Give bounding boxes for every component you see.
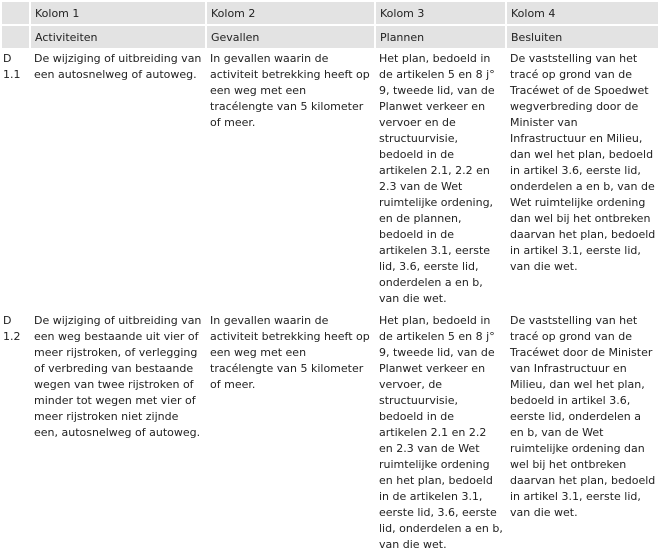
cell-activiteiten: De wijziging of uitbreiding van een autosnelweg of autoweg. xyxy=(34,52,202,81)
subheader-besluiten: Besluiten xyxy=(507,26,658,48)
column-header-kolom-2: Kolom 2 xyxy=(207,2,374,24)
column-header-kolom-1: Kolom 1 xyxy=(31,2,205,24)
subheader-activiteiten: Activiteiten xyxy=(31,26,205,48)
cell-gevallen: In gevallen waarin de activiteit betrekking heeft op een weg met een tracélengte van 5 kilometer of meer. xyxy=(210,314,370,391)
table-row xyxy=(2,312,658,556)
subheader-row xyxy=(2,26,658,48)
row-id: D 1.1 xyxy=(3,52,21,81)
subheader-gevallen: Gevallen xyxy=(207,26,374,48)
table-row xyxy=(2,50,658,310)
column-header-kolom-4: Kolom 4 xyxy=(507,2,658,24)
row-id: D 1.2 xyxy=(3,314,21,343)
subheader-blank xyxy=(2,26,29,48)
subheader-plannen: Plannen xyxy=(376,26,505,48)
cell-besluiten: De vaststelling van het tracé op grond van de Tracéwet door de Minister van Infrastructuur en Milieu, dan wel het plan, bedoeld in artikel 3.6, eerste lid, onderdelen a en b, van de Wet ruimtelijke ordening dan wel bij het ontbreken daarvan het plan, bedoeld in artikel 3.1, eerste lid, van die wet. xyxy=(510,314,656,519)
cell-gevallen: In gevallen waarin de activiteit betrekking heeft op een weg met een tracélengte van 5 kilometer of meer. xyxy=(210,52,370,129)
column-header-row xyxy=(2,2,658,24)
cell-activiteiten: De wijziging of uitbreiding van een weg bestaande uit vier of meer rijstroken, of verlegging of verbreding van bestaande wegen van twee rijstroken of minder tot wegen met vier of meer rijstroken niet zijnde een, autosnelweg of autoweg. xyxy=(34,314,202,439)
column-header-kolom-3: Kolom 3 xyxy=(376,2,505,24)
column-header-blank xyxy=(2,2,29,24)
cell-besluiten: De vaststelling van het tracé op grond van de Tracéwet of de Spoedwet wegverbreding door de Minister van Infrastructuur en Milieu, dan wel het plan, bedoeld in artikel 3.6, eerste lid, onderdelen a en b, van de Wet ruimtelijke ordening dan wel bij het ontbreken daarvan het plan, bedoeld in artikel 3.1, eerste lid, van die wet. xyxy=(510,52,656,273)
cell-plannen: Het plan, bedoeld in de artikelen 5 en 8 j° 9, tweede lid, van de Planwet verkeer en vervoer en de structuurvisie, bedoeld in de artikelen 2.1, 2.2 en 2.3 van de Wet ruimtelijke ordening, en de plannen, bedoeld in de artikelen 3.1, eerste lid, 3.6, eerste lid, onderdelen a en b, van die wet. xyxy=(379,52,495,305)
cell-plannen: Het plan, bedoeld in de artikelen 5 en 8 j° 9, tweede lid, van de Planwet verkeer en vervoer, de structuurvisie, bedoeld in de artikelen 2.1 en 2.2 en 2.3 van de Wet ruimtelijke ordening en het plan, bedoeld in de artikelen 3.1, eerste lid, 3.6, eerste lid, onderdelen a en b, van die wet. xyxy=(379,314,503,551)
